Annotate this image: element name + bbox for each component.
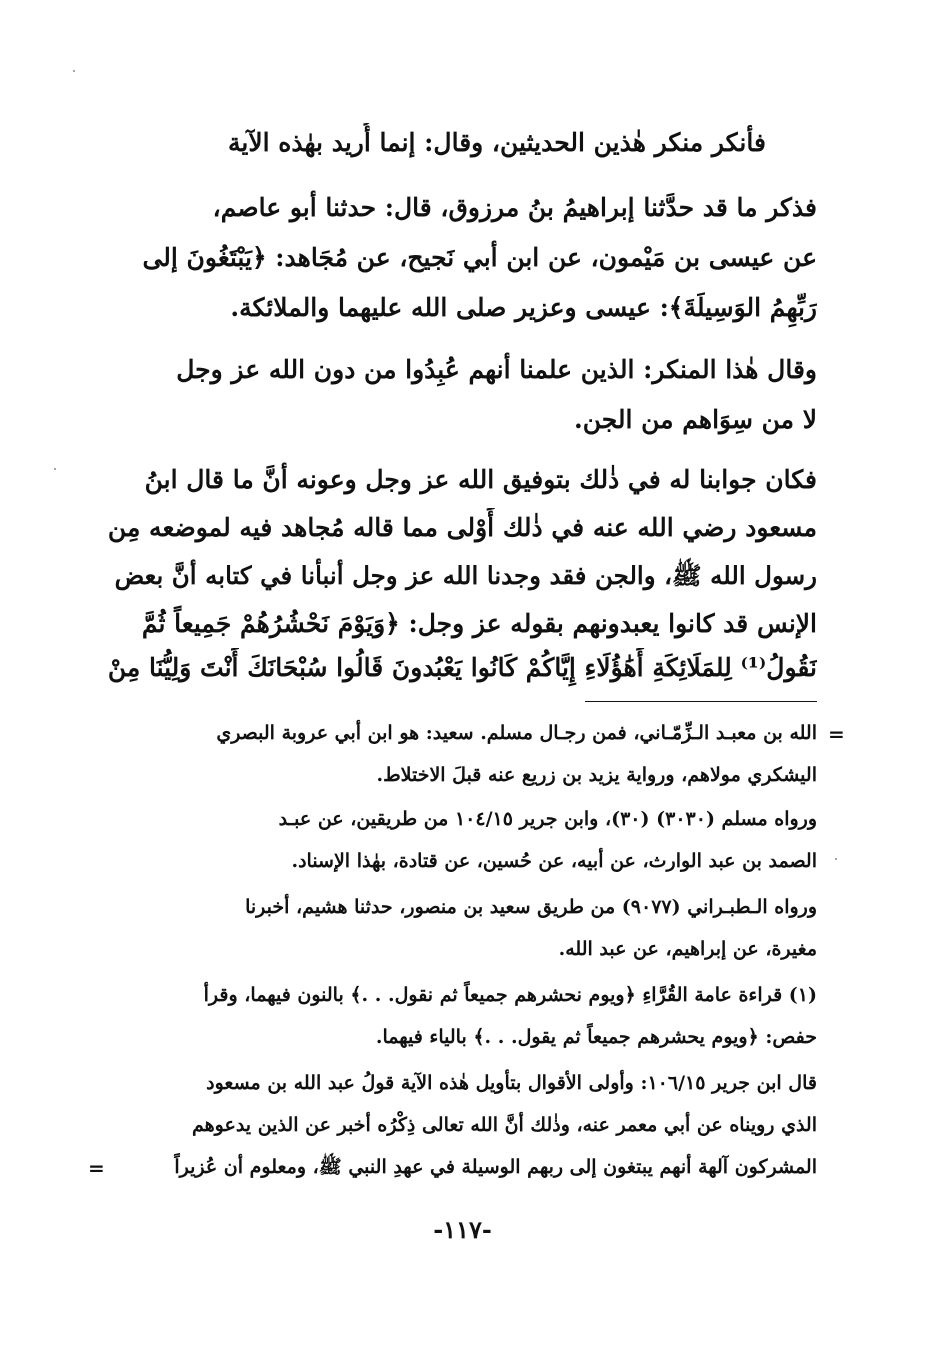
scan-speck bbox=[73, 70, 75, 72]
footnote-end-mark: = bbox=[88, 1156, 105, 1180]
main-text-line: رَبِّهِمُ الوَسِيلَةَ﴾: عيسى وعزير صلى الله عليهما والملائكة. bbox=[230, 293, 817, 322]
main-text-line: فأنكر منكر هٰذين الحديثين، وقال: إنما أُريد بهٰذه الآية bbox=[228, 128, 766, 157]
footnote-line: ورواه الـطبـراني (٩٠٧٧) من طريق سعيد بن منصور، حدثنا هشيم، أخبرنا bbox=[245, 896, 817, 918]
footnote-line: المشركون آلهة أنهم يبتغون إلى ربهم الوسيلة في عهدِ النبي ﷺ، ومعلوم أن عُزيراً bbox=[174, 1156, 817, 1178]
main-text-line: لا من سِوَاهم من الجن. bbox=[574, 405, 817, 434]
footnote-line: (١) قراءة عامة القُرَّاءِ ﴿ويوم نحشرهم جميعاً ثم نقول. . .﴾ بالنون فيهما، وقرأ bbox=[203, 984, 817, 1006]
footnote-line: قال ابن جرير ١٠٦/١٥: وأولى الأقوال بتأويل هٰذه الآية قولُ عبد الله بن مسعود bbox=[206, 1072, 817, 1094]
scan-speck bbox=[54, 468, 56, 470]
main-text-line: رسول الله ﷺ، والجن فقد وجدنا الله عز وجل أنبأنا في كتابه أنَّ بعض bbox=[114, 561, 817, 590]
footnote-line: الله بن معبـد الـزِّمّـاني، فمن رجـال مسلم. سعيد: هو ابن أبي عروبة البصري bbox=[216, 722, 817, 744]
main-text-line: عن عيسى بن مَيْمون، عن ابن أبي نَجيح، عن مُجَاهد: ﴿يَبْتَغُونَ إلى bbox=[142, 243, 817, 272]
footnote-line: مغيرة، عن إبراهيم، عن عبد الله. bbox=[558, 938, 817, 960]
main-text-line: فكان جوابنا له في ذٰلك بتوفيق الله عز وجل وعونه أنَّ ما قال ابنُ bbox=[144, 465, 817, 494]
footnote-line: حفص: ﴿ويوم يحشرهم جميعاً ثم يقول. . .﴾ بالياء فيهما. bbox=[375, 1026, 817, 1048]
main-text-line: فذكر ما قد حدَّثنا إبراهيمُ بنُ مرزوق، قال: حدثنا أبو عاصم، bbox=[212, 193, 817, 222]
main-text-line: مسعود رضي الله عنه في ذٰلك أَوْلى مما قاله مُجاهد فيه لموضعه مِن bbox=[107, 513, 817, 542]
main-text-line: وقال هٰذا المنكر: الذين علمنا أنهم عُبِدُوا من دون الله عز وجل bbox=[176, 355, 817, 384]
scan-speck bbox=[835, 858, 837, 860]
main-text-line: الإنس قد كانوا يعبدونهم بقوله عز وجل: ﴿وَيَوْمَ نَحْشُرُهُمْ جَمِيعاً ثُمَّ bbox=[141, 609, 817, 638]
main-text-line: نَقُولُ⁽¹⁾ لِلمَلَائِكَةِ أَهَٰؤُلَاءِ إِيَّاكُمْ كَانُوا يَعْبُدونَ قَالُوا سُبْحَانَكَ أَنْتَ وَلِيُّنَا مِنْ bbox=[107, 653, 817, 682]
footnote-line: اليشكري مولاهم، ورواية يزيد بن زريع عنه قبلَ الاختلاط. bbox=[376, 764, 817, 786]
footnote-line: الصمد بن عبد الوارث، عن أبيه، عن حُسين، عن قتادة، بهٰذا الإسناد. bbox=[291, 850, 817, 872]
footnote-continuation-mark: = bbox=[828, 722, 845, 746]
footnote-line: ورواه مسلم (٣٠٣٠) (٣٠)، وابن جرير ١٠٤/١٥ من طريقين، عن عبـد bbox=[278, 808, 817, 830]
page-number: -١١٧- bbox=[433, 1215, 492, 1244]
footnote-divider bbox=[585, 701, 817, 702]
footnote-line: الذي رويناه عن أبي معمر عنه، وذٰلك أنَّ الله تعالى ذِكْرُه أخبر عن الذين يدعوهم bbox=[192, 1114, 817, 1136]
